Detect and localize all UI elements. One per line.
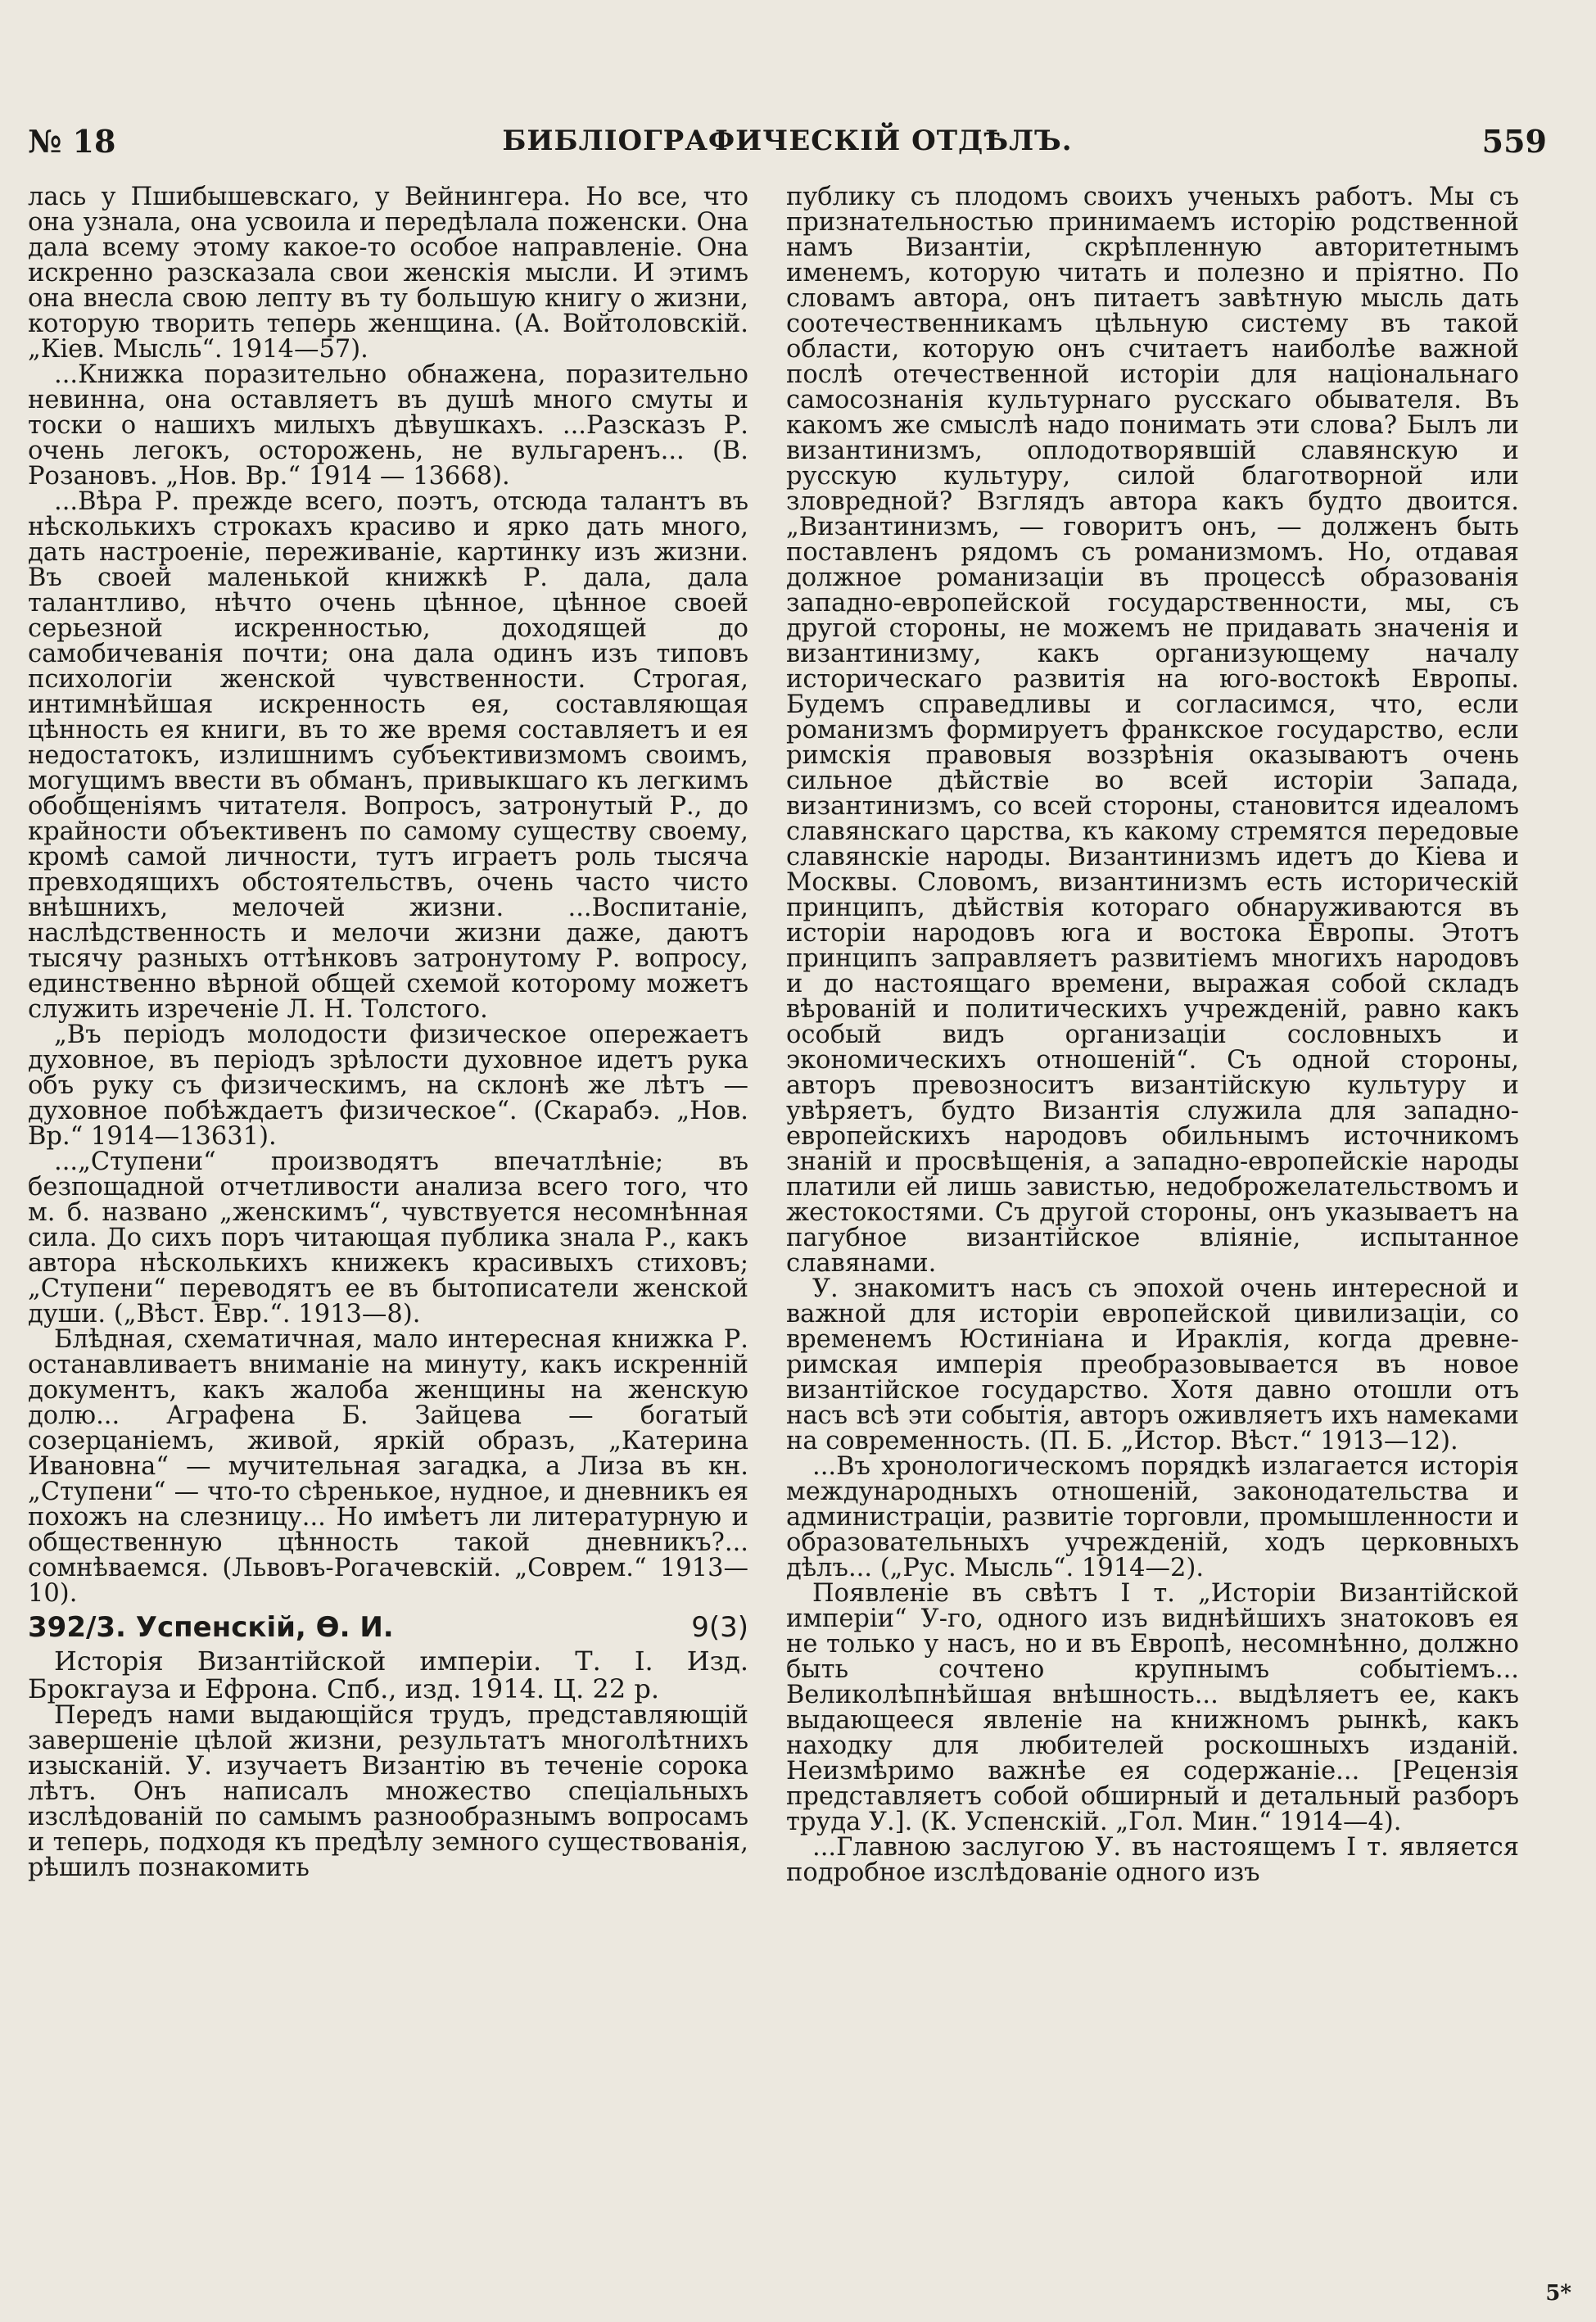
entry-code: 9(3) [691, 1611, 748, 1644]
paragraph: публику съ плодомъ своихъ ученыхъ работъ. Мы съ признательностью принимаемъ исторію родственной намъ Византіи, скрѣпленную авторитетнымъ именемъ, которую читать и полезно и пріятно. По словамъ автора, онъ питаетъ завѣтную мысль дать соотечественникамъ цѣльную систему въ такой области, которую онъ считаетъ наиболѣе важной послѣ отечественной исторіи для національнаго самосознанія культурнаго русскаго обывателя. Въ какомъ же смыслѣ надо понимать эти слова? Былъ ли византинизмъ, оплодотворявшій славянскую и русскую культуру, силой благотворной или зловредной? Взглядъ автора какъ будто двоится. „Византинизмъ, — говоритъ онъ, — долженъ быть поставленъ рядомъ съ романизмомъ. Но, отдавая должное романизаціи въ процессѣ образованія западно-европейской государственности, мы, съ другой стороны, не можемъ не придавать значенія и византинизму, какъ организующему началу историческаго развитія на юго-востокѣ Европы. Будемъ справедливы и согласимся, что, если романизмъ формируетъ франкское государство, если римскія правовыя воззрѣнія оказываютъ очень сильное дѣйствіе во всей исторіи Запада, византинизмъ, со всей стороны, становится идеаломъ славянскаго царства, къ какому стремятся передовые славянскіе народы. Византинизмъ идетъ до Кіева и Москвы. Словомъ, византинизмъ есть историческій принципъ, дѣйствія котораго обнаруживаются въ исторіи народовъ юга и востока Европы. Этотъ принципъ заправляетъ развитіемъ многихъ народовъ и до настоящаго времени, выражая собой складъ вѣрованій и политическихъ учрежденій, равно какъ особый видъ организаціи сословныхъ и экономическихъ отношеній“. Съ одной стороны, авторъ превозноситъ византійскую культуру и увѣряетъ, будто Византія служила для западно-европейскихъ народовъ обильнымъ источникомъ знаній и просвѣщенія, а западно-европейскіе народы платили ей лишь завистью, недоброжелательствомъ и жестокостями. Съ другой стороны, онъ указываетъ на пагубное византійское вліяніе, испытанное славянами. [786, 184, 1519, 1278]
paragraph: ...Книжка поразительно обнажена, поразительно невинна, она оставляетъ въ душѣ много смуты и тоски о нашихъ милыхъ дѣвушкахъ. ...Разсказъ Р. очень легокъ, осторожень, не вульгаренъ... (В. Розановъ. „Нов. Вр.“ 1914 — 13668). [28, 360, 748, 491]
entry-heading [28, 1611, 748, 1644]
paragraph: ...Главною заслугою У. въ настоящемъ I т. является подробное изслѣдованіе одного изъ [786, 1833, 1519, 1887]
section-title: БИБЛІОГРАФИЧЕСКІЙ ОТДѢЛЪ. [502, 124, 1073, 157]
paragraph: Передъ нами выдающійся трудъ, представляющій завершеніе цѣлой жизни, результатъ многолѣтнихъ изысканій. У. изучаетъ Византію въ теченіе сорока лѣтъ. Онъ написалъ множество спеціальныхъ изслѣдованій по самымъ разнообразнымъ вопросамъ и теперь, подходя къ предѣлу земного существованія, рѣшилъ познакомить [28, 1701, 748, 1882]
paragraph: „Въ періодъ молодости физическое опережаетъ духовное, въ періодъ зрѣлости духовное идетъ рука объ руку съ физическимъ, на склонѣ же лѣтъ — духовное побѣждаетъ физическое“. (Скарабэ. „Нов. Вр.“ 1914—13631). [28, 1021, 748, 1151]
paragraph: У. знакомитъ насъ съ эпохой очень интересной и важной для исторіи европейской цивилизаціи, со временемъ Юстиніана и Ираклія, когда древне-римская имперія преобразовывается въ новое византійское государство. Хотя давно отошли отъ насъ всѣ эти событія, авторъ оживляетъ ихъ намеками на современность. (П. Б. „Истор. Вѣст.“ 1913—12). [786, 1274, 1519, 1455]
entry-number: 392/3. Успенскій, Ѳ. И. [28, 1611, 394, 1644]
signature-mark: 5* [1545, 2281, 1571, 2306]
paragraph: лась у Пшибышевскаго, у Вейнингера. Но все, что она узнала, она усвоила и передѣлала поженски. Она дала всему этому какое-то особое направленіе. Она искренно разсказала свои женскія мысли. И этимъ она внесла свою лепту въ ту большую книгу о жизни, которую творить теперь женщина. (А. Войтоловскій. „Кіев. Мысль“. 1914—57). [28, 184, 748, 364]
paragraph: ...Вѣра Р. прежде всего, поэтъ, отсюда талантъ въ нѣсколькихъ строкахъ красиво и ярко дать много, дать настроеніе, переживаніе, картинку изъ жизни. Въ своей маленькой книжкѣ Р. дала, дала талантливо, нѣчто очень цѣнное, цѣнное своей серьезной искренностью, доходящей до самобичеванія почти; она дала одинъ изъ типовъ психологіи женской чувственности. Строгая, интимнѣйшая искренность ея, составляющая цѣнность ея книги, въ то же время составляетъ и ея недостатокъ, излишнимъ субъективизмомъ своимъ, могущимъ ввести въ обманъ, привыкшаго къ легкимъ обобщеніямъ читателя. Вопросъ, затронутый Р., до крайности объективенъ по самому существу своему, кромѣ самой личности, тутъ играетъ роль тысяча превходящихъ обстоятельствъ, очень часто чисто внѣшнихъ, мелочей жизни. ...Воспитаніе, наслѣдственность и мелочи жизни даже, даютъ тысячу разныхъ оттѣнковъ затронутому Р. вопросу, единственно вѣрной общей схемой которому можетъ служить изреченіе Л. Н. Толстого. [28, 487, 748, 1024]
entry-description: Исторія Византійской имперіи. Т. I. Изд. Брокгауза и Ефрона. Спб., изд. 1914. Ц. 22 р. [28, 1645, 748, 1704]
right-column [786, 184, 1519, 2256]
page-header [28, 123, 1547, 172]
left-column [28, 184, 748, 2256]
paragraph: ...Въ хронологическомъ порядкѣ излагается исторія международныхъ отношеній, законодательства и администраціи, развитіе торговли, промышленности и образовательныхъ учрежденій, ходъ церковныхъ дѣлъ... („Рус. Мысль“. 1914—2). [786, 1452, 1519, 1582]
paragraph: Блѣдная, схематичная, мало интересная книжка Р. останавливаетъ вниманіе на минуту, какъ искренній документъ, какъ жалоба женщины на женскую долю... Аграфена Б. Зайцева — богатый созерцаніемъ, живой, яркій образъ, „Катерина Ивановна“ — мучительная загадка, а Лиза въ кн. „Ступени“ — что-то сѣренькое, нудное, и дневникъ ея похожъ на слезницу... Но имѣетъ ли литературную и общественную цѣнность такой дневникъ?... сомнѣваемся. (Львовъ-Рогачевскій. „Соврем.“ 1913—10). [28, 1325, 748, 1608]
paragraph: Появленіе въ свѣтъ I т. „Исторіи Византійской имперіи“ У-го, одного изъ виднѣйшихъ знатоковъ ея не только у насъ, но и въ Европѣ, несомнѣнно, должно быть сочтено крупнымъ событіемъ... Великолѣпнѣйшая внѣшность... выдѣляетъ ее, какъ выдающееся явленіе на книжномъ рынкѣ, какъ находку для любителей роскошныхъ изданій. Неизмѣримо важнѣе ея содержаніе... [Рецензія представляетъ собой обширный и детальный разборъ труда У.]. (К. Успенскій. „Гол. Мин.“ 1914—4). [786, 1579, 1519, 1836]
issue-number: № 18 [28, 123, 116, 160]
page-number: 559 [1481, 123, 1547, 160]
paragraph: ...„Ступени“ производятъ впечатлѣніе; въ безпощадной отчетливости анализа всего того, что м. б. названо „женскимъ“, чувствуется несомнѣнная сила. До сихъ поръ читающая публика знала Р., какъ автора нѣсколькихъ книжекъ красивыхъ стиховъ; „Ступени“ переводятъ ее въ бытописатели женской души. („Вѣст. Евр.“. 1913—8). [28, 1147, 748, 1328]
